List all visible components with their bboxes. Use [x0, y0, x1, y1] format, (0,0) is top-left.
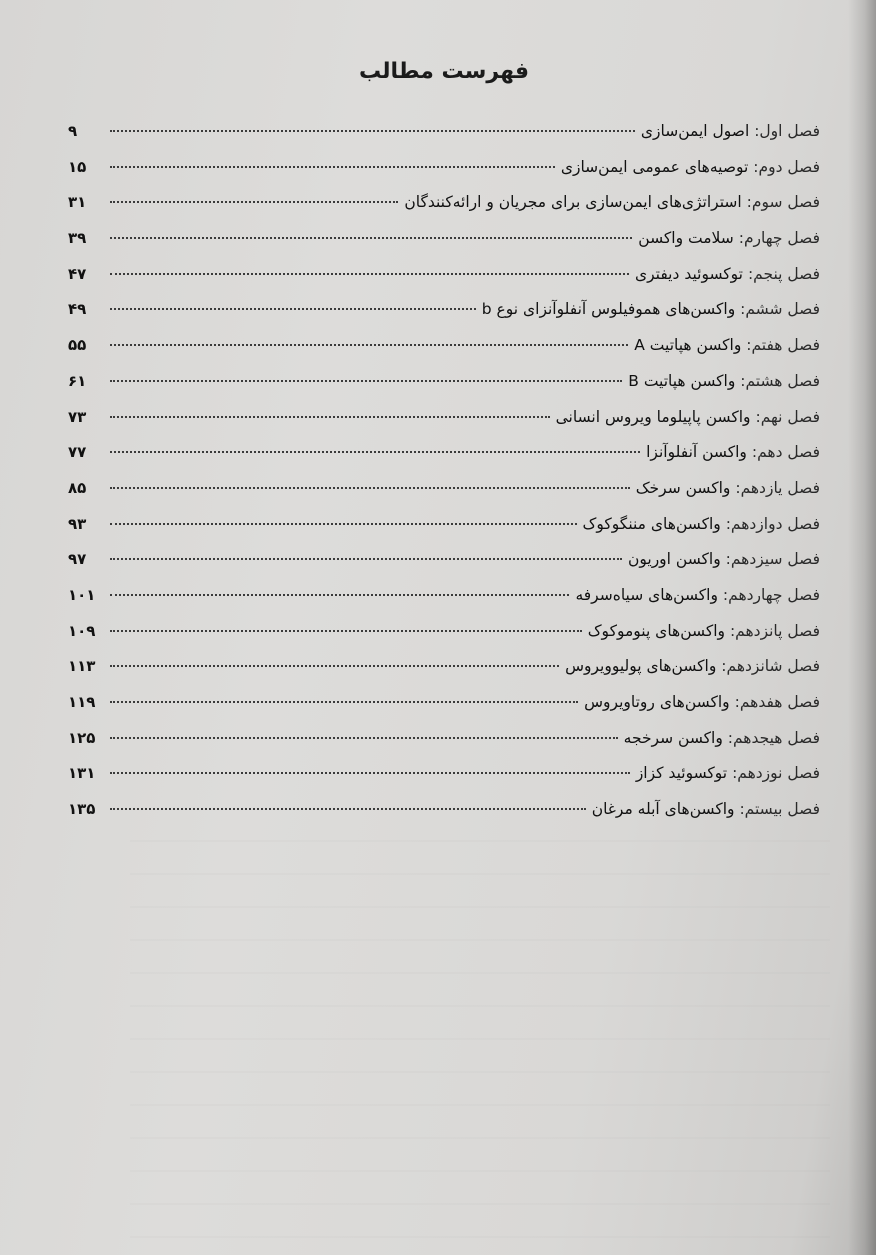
toc-page-number: ۹۳ [68, 514, 87, 533]
toc-chapter-heading: واکسن‌های سیاه‌سرفه [575, 585, 718, 604]
toc-page-number: ۱۳۱ [68, 764, 96, 783]
toc-entry-label [404, 185, 820, 221]
toc-entry [68, 542, 820, 578]
toc-entry-label [638, 221, 820, 257]
toc-entry [68, 185, 820, 221]
toc-chapter-number: فصل پنجم: [747, 264, 820, 283]
toc-chapter-number: فصل دوم: [753, 157, 820, 176]
toc-entry-label [592, 792, 820, 828]
toc-page-number: ۱۲۵ [68, 728, 96, 747]
toc-chapter-number: فصل هفتم: [746, 336, 820, 355]
toc-chapter-heading: واکسن‌های پنوموکوک [587, 621, 726, 640]
toc-entry-label [588, 614, 820, 650]
toc-chapter-heading: توصیه‌های عمومی ایمن‌سازی [560, 157, 749, 176]
toc-entry [68, 400, 820, 436]
toc-chapter-number: فصل دوازدهم: [725, 514, 820, 533]
toc-page-number: ۴۷ [68, 264, 87, 283]
toc-entry [68, 507, 820, 543]
toc-entry [68, 257, 820, 293]
toc-entry-label [636, 756, 820, 792]
toc-chapter-heading: توکسوئید دیفتری [634, 264, 743, 283]
toc-dot-leader [110, 664, 559, 667]
toc-chapter-number: فصل سوم: [746, 193, 820, 212]
toc-entry-label [646, 435, 820, 471]
toc-entry [68, 614, 820, 650]
toc-chapter-heading: واکسن آنفلوآنزا [646, 443, 747, 462]
toc-entry [68, 578, 820, 614]
toc-page-number: ۷۳ [68, 407, 87, 426]
toc-page-number: ۱۰۱ [68, 585, 96, 604]
toc-dot-leader [110, 236, 632, 239]
toc-page-number: ۱۱۹ [68, 693, 96, 711]
toc-entry [68, 435, 820, 471]
toc-page-number: ۳۱ [68, 193, 87, 212]
toc-page-number: ۱۱۳ [68, 657, 96, 676]
toc-chapter-heading: واکسن سرخجه [623, 728, 723, 747]
page-title: فهرست مطالب [358, 59, 530, 84]
toc-dot-leader [110, 807, 586, 810]
toc-page-number: ۱۵ [68, 157, 87, 176]
toc-chapter-number: فصل ششم: [740, 300, 820, 319]
book-binding-shadow [848, 0, 876, 1255]
toc-entry-label [561, 150, 820, 186]
toc-entry-label [575, 578, 820, 614]
toc-chapter-number: فصل اول: [754, 122, 820, 140]
toc-entry [68, 364, 820, 400]
toc-entry [68, 685, 820, 721]
toc-chapter-heading: واکسن‌های روتاویروس [584, 693, 730, 711]
table-of-contents-page [68, 0, 820, 828]
toc-page-number: ۸۵ [68, 478, 87, 497]
toc-page-number: ۷۷ [68, 443, 87, 462]
toc-entry-label [584, 685, 820, 721]
toc-chapter-number: فصل شانزدهم: [721, 657, 820, 676]
toc-entry [68, 328, 820, 364]
toc-entry [68, 292, 820, 328]
toc-entry-label [583, 507, 821, 543]
toc-page-number: ۴۹ [68, 300, 87, 319]
toc-entry-label [565, 649, 820, 685]
toc-chapter-heading: واکسن اوریون [627, 550, 721, 569]
toc-page-number: ۳۹ [68, 229, 87, 248]
toc-dot-leader [110, 557, 622, 560]
toc-chapter-number: فصل بیستم: [739, 800, 820, 819]
toc-entry-label [624, 721, 820, 757]
toc-chapter-number: فصل یازدهم: [735, 478, 820, 497]
toc-chapter-heading: سلامت واکسن [638, 229, 734, 248]
toc-chapter-number: فصل هفدهم: [734, 693, 820, 711]
toc-dot-leader [110, 200, 398, 203]
toc-dot-leader [110, 415, 550, 418]
toc-dot-leader [110, 450, 640, 453]
toc-dot-leader [110, 629, 582, 632]
toc-chapter-heading: واکسن‌های هموفیلوس آنفلوآنزای نوع b [481, 300, 736, 319]
toc-entry-label [628, 364, 820, 400]
toc-chapter-number: فصل نوزدهم: [732, 764, 820, 783]
toc-entry [68, 756, 820, 792]
toc-dot-leader [110, 379, 622, 382]
toc-chapter-number: فصل چهاردهم: [722, 585, 820, 604]
toc-chapter-heading: واکسن‌های آبله مرغان [591, 800, 735, 819]
toc-chapter-number: فصل سیزدهم: [725, 550, 820, 569]
toc-entry [68, 471, 820, 507]
toc-page-number: ۱۰۹ [68, 621, 96, 640]
toc-entry-label [628, 542, 820, 578]
show-through-bleed [130, 840, 830, 1240]
toc-page-number: ۹ [68, 122, 78, 140]
toc-dot-leader [110, 593, 569, 596]
toc-chapter-heading: استراتژی‌های ایمن‌سازی برای مجریان و ارائه‌کنندگان [404, 193, 742, 212]
toc-entry [68, 649, 820, 685]
toc-list [68, 114, 820, 828]
toc-entry-label [641, 114, 820, 150]
toc-entry-label [635, 257, 820, 293]
toc-page-number: ۶۱ [68, 371, 87, 390]
toc-entry [68, 792, 820, 828]
toc-page-number: ۵۵ [68, 336, 87, 355]
toc-chapter-number: فصل پانزدهم: [729, 621, 820, 640]
toc-entry [68, 114, 820, 150]
toc-dot-leader [110, 272, 629, 275]
toc-chapter-number: فصل نهم: [755, 407, 820, 426]
toc-chapter-heading: واکسن هپاتیت B [628, 371, 736, 390]
toc-entry [68, 150, 820, 186]
toc-dot-leader [110, 700, 578, 703]
toc-chapter-number: فصل هشتم: [740, 371, 820, 390]
toc-chapter-heading: واکسن‌های پولیوویروس [565, 657, 717, 676]
toc-chapter-heading: واکسن هپاتیت A [634, 336, 742, 355]
toc-chapter-heading: واکسن سرخک [635, 478, 731, 497]
toc-dot-leader [110, 486, 630, 489]
toc-entry-label [556, 400, 820, 436]
toc-entry-label [482, 292, 820, 328]
toc-chapter-heading: توکسوئید کزاز [635, 764, 728, 783]
toc-dot-leader [110, 771, 630, 774]
toc-dot-leader [110, 129, 635, 132]
toc-dot-leader [110, 343, 628, 346]
toc-dot-leader [110, 165, 555, 168]
toc-dot-leader [110, 736, 618, 739]
toc-chapter-number: فصل چهارم: [738, 229, 820, 248]
toc-chapter-heading: واکسن پاپیلوما ویروس انسانی [555, 407, 751, 426]
toc-entry [68, 721, 820, 757]
toc-chapter-number: فصل هیجدهم: [727, 728, 820, 747]
toc-entry-label [636, 471, 820, 507]
toc-chapter-heading: واکسن‌های مننگوکوک [582, 514, 721, 533]
toc-chapter-number: فصل دهم: [751, 443, 820, 462]
toc-page-number: ۱۳۵ [68, 800, 96, 819]
toc-dot-leader [110, 522, 577, 525]
toc-dot-leader [110, 307, 476, 310]
toc-entry [68, 221, 820, 257]
toc-chapter-heading: اصول ایمن‌سازی [640, 122, 750, 140]
toc-page-number: ۹۷ [68, 550, 87, 569]
toc-entry-label [634, 328, 820, 364]
